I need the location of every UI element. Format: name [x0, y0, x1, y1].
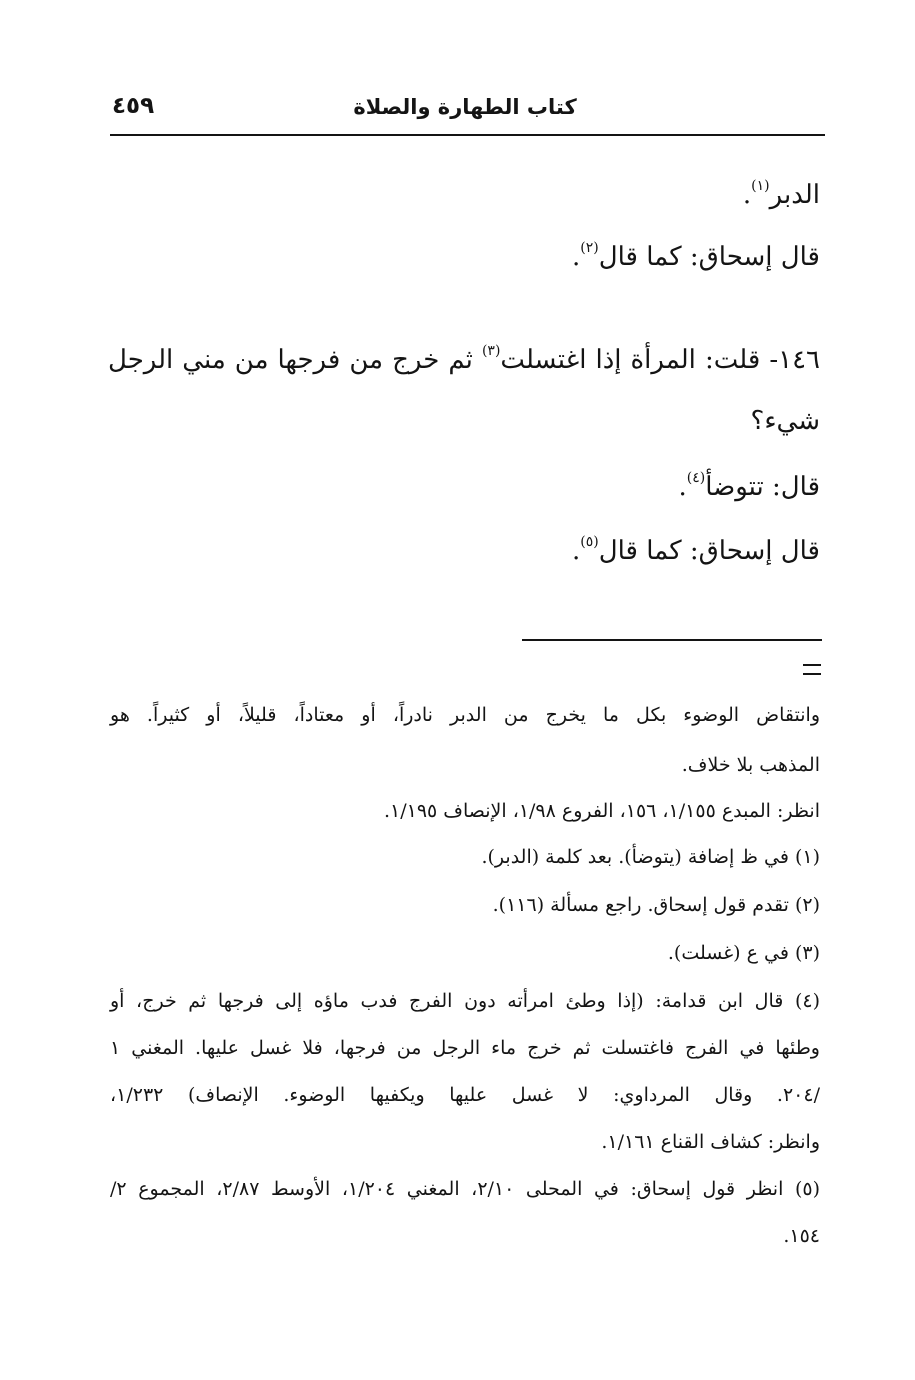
page-number: ٤٥٩	[112, 93, 155, 119]
issue-146-line-1	[108, 343, 820, 375]
footnote-4-line-4: وانظر: كشاف القناع ١/١٦١.	[601, 1131, 820, 1153]
header-rule	[110, 134, 825, 136]
main-text: قال إسحاق: كما قال	[598, 536, 820, 566]
main-text: ثم خرج من فرجها من مني الرجل	[108, 345, 482, 375]
main-line-6	[572, 534, 820, 566]
footnote-continued-line-3: انظر: المبدع ١/١٥٥، ١٥٦، الفروع ١/٩٨، الإنصاف ١/١٩٥.	[383, 800, 820, 822]
footnote-4-line-3: /٢٠٤. وقال المرداوي: لا غسل عليها ويكفيها الوضوء. الإنصاف) ١/٢٣٢،	[110, 1084, 820, 1106]
punctuation: .	[572, 536, 581, 566]
footnote-ref: (٤)	[686, 470, 706, 486]
running-header-title: كتاب الطهارة والصلاة	[353, 95, 577, 119]
punctuation: .	[678, 472, 687, 502]
footnote-ref: (٥)	[580, 534, 599, 550]
main-text: الدبر	[769, 180, 820, 210]
main-text: قال: تتوضأ	[705, 472, 820, 502]
punctuation: .	[742, 180, 752, 210]
footnote-5-line-1: (٥) انظر قول إسحاق: في المحلى ٢/١٠، المغني ١/٢٠٤، الأوسط ٢/٨٧، المجموع ٢/	[110, 1178, 821, 1200]
footnote-4-line-1: (٤) قال ابن قدامة: (إذا وطئ امرأته دون الفرج فدب ماؤه إلى فرجها ثم خرج، أو	[110, 990, 820, 1012]
footnote-separator	[522, 639, 822, 641]
main-line-2	[572, 240, 820, 272]
footnote-3: (٣) في ع (غسلت).	[667, 942, 820, 964]
punctuation: .	[572, 242, 581, 272]
footnote-4-line-2: وطئها في الفرج فاغتسلت ثم خرج ماء الرجل من فرجها، فلا غسل عليها. المغني ١	[110, 1037, 820, 1059]
footnote-2: (٢) تقدم قول إسحاق. راجع مسألة (١١٦).	[492, 894, 820, 916]
footnote-5-line-2: ١٥٤.	[783, 1225, 820, 1247]
footnote-continued-line-1: وانتقاض الوضوء بكل ما يخرج من الدبر نادراً، أو معتاداً، قليلاً، أو كثيراً. هو	[110, 704, 820, 726]
footnote-1: (١) في ظ إضافة (يتوضأ). بعد كلمة (الدبر).	[481, 846, 820, 868]
main-line-1	[743, 178, 820, 210]
issue-146-line-2: شيء؟	[750, 406, 820, 436]
main-text: قال إسحاق: كما قال	[598, 242, 820, 272]
footnote-ref: (٢)	[580, 240, 599, 256]
main-text: ١٤٦- قلت: المرأة إذا اغتسلت	[500, 345, 821, 375]
continuation-mark	[803, 664, 821, 682]
footnote-ref: (٣)	[481, 343, 501, 359]
main-line-5	[678, 470, 820, 502]
footnote-ref: (١)	[751, 178, 770, 194]
footnote-continued-line-2: المذهب بلا خلاف.	[681, 754, 820, 776]
